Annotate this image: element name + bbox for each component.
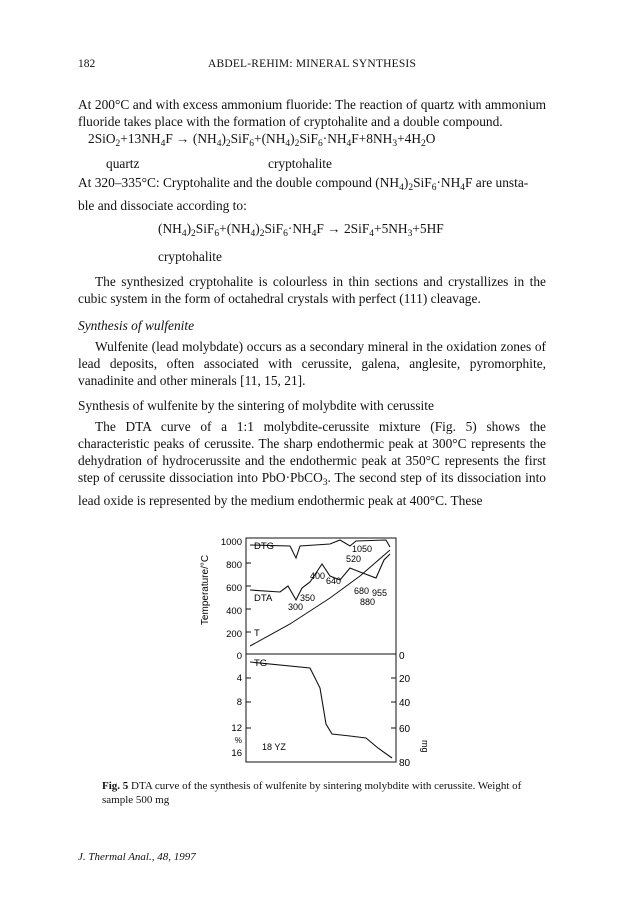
tg-tick-4: 4 [236,673,242,684]
peak-350: 350 [300,593,316,603]
paragraph-2-end: ble and dissociate according to: [78,198,247,213]
thermal-analysis-plot [200,528,430,774]
paragraph-1: At 200°C and with excess ammonium fluoride: The reaction of quartz with ammonium fluoride takes place with the formation of cryptohalite and a double compound. [78,97,546,129]
peak-400: 400 [310,571,326,581]
tg-right-ticks [399,651,411,769]
tick-200: 200 [226,629,242,640]
article-body [78,96,546,509]
caption-text: DTA curve of the synthesis of wulfenite by sintering molybdite with cerussite. Weight of sample 500 mg [102,780,522,806]
label-quartz: quartz [106,156,140,171]
equation-2: $(NH_4)_2SiF_6+(NH_4)_2SiF_6\cdot NH_4F \to 2SiF_4+5NH_3+5HF$ [158,221,444,239]
peak-680: 680 [354,586,370,596]
sample-id: 18 YZ [262,742,286,752]
peak-880: 880 [360,597,376,607]
tg-tick-8: 8 [236,697,242,708]
mg-tick-0: 0 [399,651,405,662]
paragraph-3: The synthesized cryptohalite is colourless in thin sections and crystallizes in the cubic system in the form of octahedral crystals with perfect (111) cleavage. [78,274,546,306]
y-ticks [221,537,242,662]
journal-footer: J. Thermal Anal., 48, 1997 [78,851,196,863]
tg-left-ticks [231,673,242,759]
tg-percent: % [234,736,242,745]
tick-600: 600 [226,583,242,594]
peak-labels [288,544,387,612]
peak-520: 520 [346,554,362,564]
paragraph-5-end: . The second step of its dissociation into lead oxide is represented by the medium endothermic peak at 400°C. These [78,470,546,508]
peak-300: 300 [288,602,304,612]
label-t: T [254,628,260,639]
figure-5 [200,528,430,774]
mg-unit: mg [420,740,430,753]
label-dtg: DTG [254,541,275,552]
caption-label: Fig. 5 [102,780,129,792]
mg-tick-40: 40 [399,698,411,709]
paragraph-2-text: At 320–335°C: Cryptohalite and the double compound (NH [78,175,400,190]
equation-1: $2SiO_2+13NH_4F \to (NH_4)_2SiF_6+(NH_4)_2SiF_6\cdot NH_4F+8NH_3+4H_2O$ [88,131,436,149]
label-cryptohalite: cryptohalite [268,156,332,171]
peak-640: 640 [326,576,342,586]
label-tg: TG [254,658,268,669]
label-dta: DTA [254,593,273,604]
equation-1-labels [78,155,546,172]
peak-955: 955 [372,588,388,598]
tick-800: 800 [226,560,242,571]
peak-1050: 1050 [352,544,373,554]
tick-0: 0 [236,651,242,662]
section-heading: Synthesis of wulfenite [78,318,195,333]
paragraph-5: The DTA curve of a 1:1 molybdite-cerussite mixture (Fig. 5) shows the characteristic peaks of cerussite. The sharp endothermic peak at 300°C represents the dehydration of hydrocerussite and the endothermic peak at 350°C represents the first step of cerussite dissociation into PbO·PbCO$_3$. The second step of its dissociation into lead oxide is represented by the medium endothermic peak at 400°C. These [78,419,546,508]
tg-tick-16: 16 [231,748,242,759]
paragraph-2: At 320–335°C: Cryptohalite and the double compound $(NH_4)_2SiF_6\cdot NH_4F$ are unsta- ble and dissociate according to: [78,175,529,213]
page-number: 182 [78,58,96,70]
figure-caption [102,779,532,807]
tick-1000: 1000 [220,537,242,548]
tick-400: 400 [226,606,242,617]
y-axis-label: Temperature/°C [200,554,211,626]
running-title: ABDEL-REHIM: MINERAL SYNTHESIS [207,58,417,70]
equation-2-label: cryptohalite [158,249,222,264]
mg-tick-20: 20 [399,674,411,685]
subsection-heading: Synthesis of wulfenite by the sintering of molybdite with cerussite [78,398,434,413]
curve-labels [254,541,274,669]
mg-tick-60: 60 [399,724,411,735]
paragraph-4: Wulfenite (lead molybdate) occurs as a secondary mineral in the oxidation zones of lead deposits, often associated with cerussite, galena, anglesite, pyromorphite, vanadinite and other minerals [11, 15, 21]. [78,339,546,388]
mg-tick-80: 80 [399,758,411,769]
tg-tick-12: 12 [231,723,242,734]
paragraph-5-text: The DTA curve of a 1:1 molybdite-cerussite mixture (Fig. 5) shows the characteristic peaks of cerussite. The sharp endothermic peak at 300°C represents the dehydration of hydrocerussite and the endothermic peak at 350°C represents the first step of cerussite dissociation into PbO·PbCO [78,419,546,485]
